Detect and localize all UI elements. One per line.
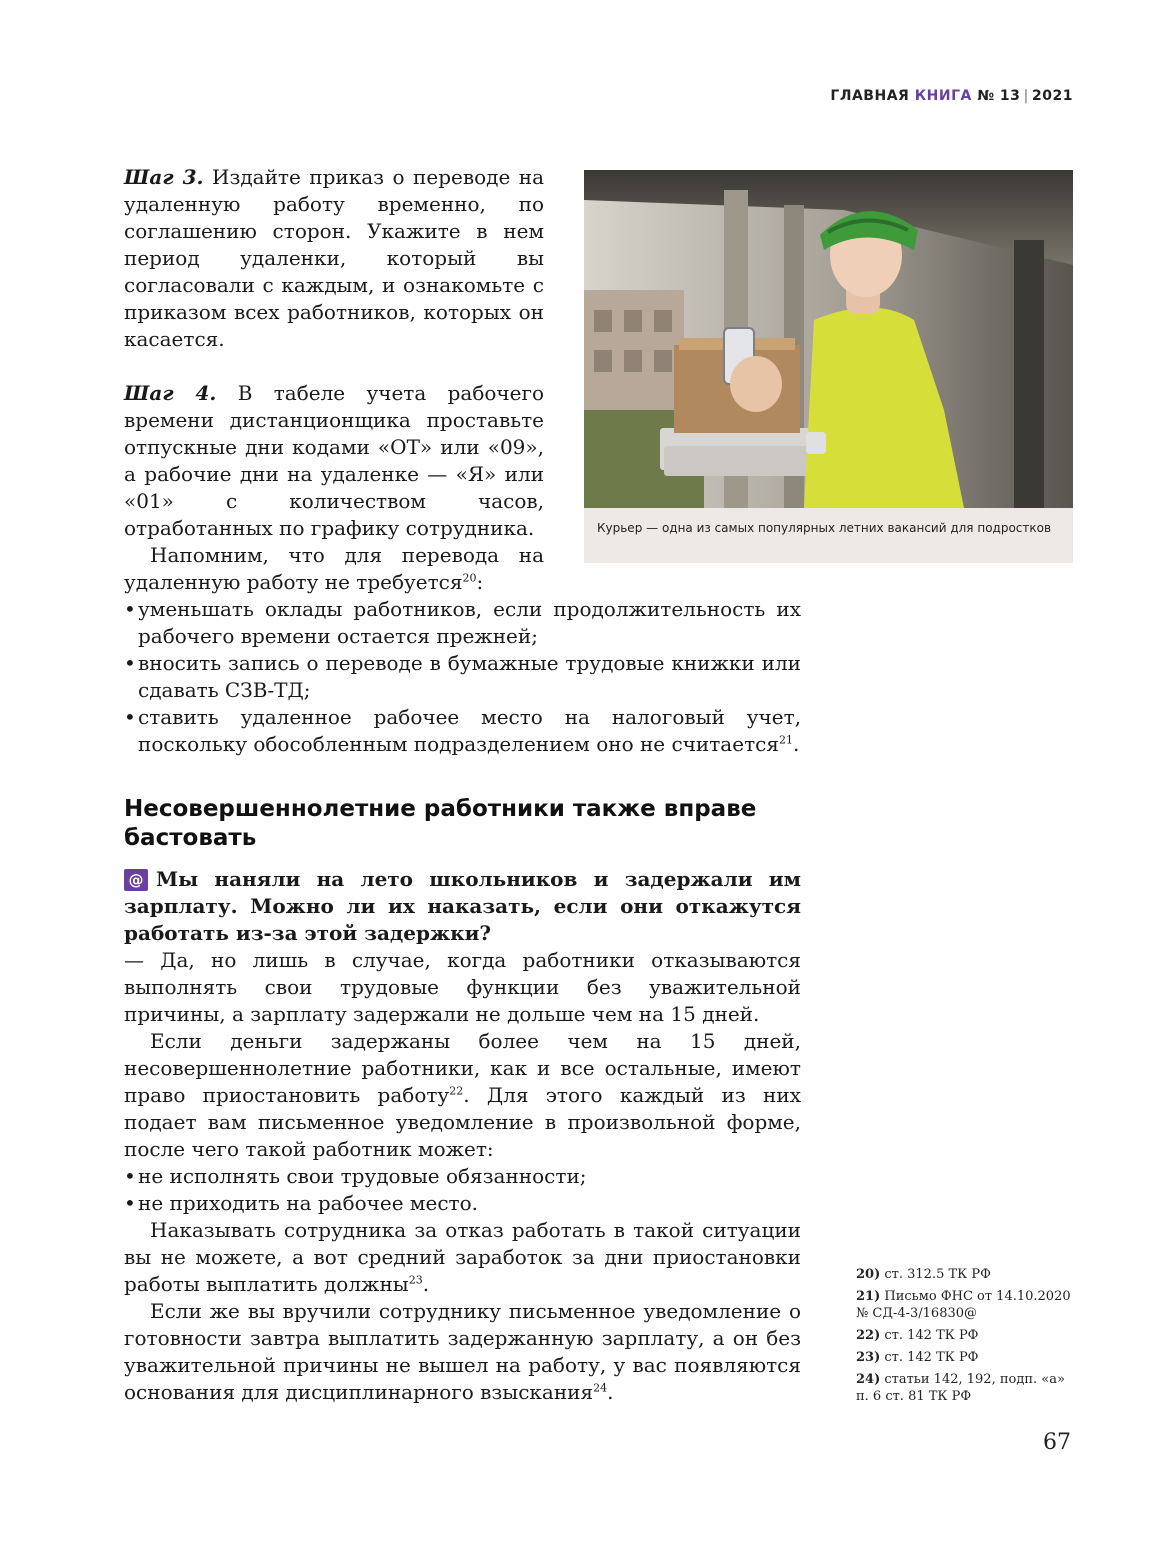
reminder-list	[124, 596, 801, 758]
footnote-ref: 24	[593, 1381, 608, 1395]
step-4-label: Шаг 4.	[124, 381, 217, 405]
footnote-ref: 20	[462, 571, 477, 585]
punish-paragraph: Наказывать сотрудника за отказ работать в такой ситуации вы не можете, а вот средний заработок за дни приостановки работы выплатить должны$^{23}$.	[124, 1218, 801, 1296]
brand-main: ГЛАВНАЯ	[830, 88, 910, 104]
delay-paragraph: Если деньги задержаны более чем на 15 дней, несовершеннолетние работники, как и все остальные, имеют право приостановить работу$^{22}$. Для этого каждый из них подает вам письменное уведомление в произвольной форме, после чего такой работник может:	[124, 1029, 801, 1161]
list-item: • не приходить на рабочее место.	[124, 1190, 801, 1217]
step-3-paragraph	[124, 164, 544, 353]
footnote-item: 21) Письмо ФНС от 14.10.2020 № СД-4-3/16830@	[856, 1289, 1071, 1321]
discipline-paragraph: Если же вы вручили сотруднику письменное уведомление о готовности завтра выплатить задержанную зарплату, а он без уважительной причины не вышел на работу, у вас появляются основания для дисциплинарного взыскания$^{24}$.	[124, 1299, 801, 1404]
reminder-paragraph: Напомним, что для перевода на удаленную работу не требуется$^{20}$:	[124, 543, 544, 594]
qa-question	[124, 866, 801, 947]
qa-answer: — Да, но лишь в случае, когда работники отказываются выполнять свои трудовые функции без уважительной причины, а зарплату задержали не дольше чем на 15 дней.	[124, 948, 801, 1026]
at-sign-icon: @	[124, 869, 148, 891]
footnote-ref: 22	[449, 1084, 464, 1098]
section-heading: Несовершеннолетние работники также вправе бастовать	[124, 796, 757, 851]
footnote-item: 23) ст. 142 ТК РФ	[856, 1350, 979, 1365]
footnote-item: 20) ст. 312.5 ТК РФ	[856, 1267, 991, 1282]
footnote-item: 22) ст. 142 ТК РФ	[856, 1328, 979, 1343]
step-4-text: В табеле учета рабочего времени дистанционщика проставьте отпускные дни кодами «ОТ» или «09», а рабочие дни на удаленке — «Я» или «01» с количеством часов, отработанных по графику сотрудника.	[124, 381, 544, 540]
footnote-item: 24) статьи 142, 192, подп. «а» п. 6 ст. 81 ТК РФ	[856, 1372, 1065, 1404]
figure-caption: Курьер — одна из самых популярных летних вакансий для подростков	[597, 521, 1052, 535]
brand-accent: КНИГА	[914, 88, 972, 104]
qa-question-text: Мы наняли на лето школьников и задержали им зарплату. Можно ли их наказать, если они откажутся работать из-за этой задержки?	[124, 867, 801, 945]
qa-block	[124, 866, 801, 1406]
footnote-ref: 23	[408, 1273, 423, 1287]
step-3-label: Шаг 3.	[124, 165, 204, 189]
list-item: • вносить запись о переводе в бумажные трудовые книжки или сдавать СЗВ-ТД;	[124, 650, 801, 704]
running-header	[830, 88, 1073, 104]
page-number: 67	[1043, 1430, 1071, 1455]
list-item: • ставить удаленное рабочее место на налоговый учет, поскольку обособленным подразделением оно не считается$^{21}$.	[124, 704, 801, 758]
footnotes-list	[856, 1266, 1071, 1410]
reminder-text: Напомним, что для перевода на удаленную работу не требуется	[124, 543, 544, 594]
footnote-ref: 21	[778, 733, 793, 747]
courier-figure	[584, 170, 1073, 563]
delay-list	[124, 1163, 801, 1217]
header-separator: |	[1023, 88, 1030, 104]
courier-photo	[584, 170, 1073, 508]
issue-year: 2021	[1032, 88, 1073, 104]
list-item: • уменьшать оклады работников, если продолжительность их рабочего времени остается прежней;	[124, 596, 801, 650]
list-item: • не исполнять свои трудовые обязанности;	[124, 1163, 801, 1190]
issue-number: № 13	[977, 88, 1021, 104]
step-3-text: Издайте приказ о переводе на удаленную работу временно, по соглашению сторон. Укажите в нем период удаленки, который вы согласовали с каждым, и ознакомьте с приказом всех работников, которых он касается.	[124, 165, 545, 351]
step-4-paragraph	[124, 380, 544, 542]
